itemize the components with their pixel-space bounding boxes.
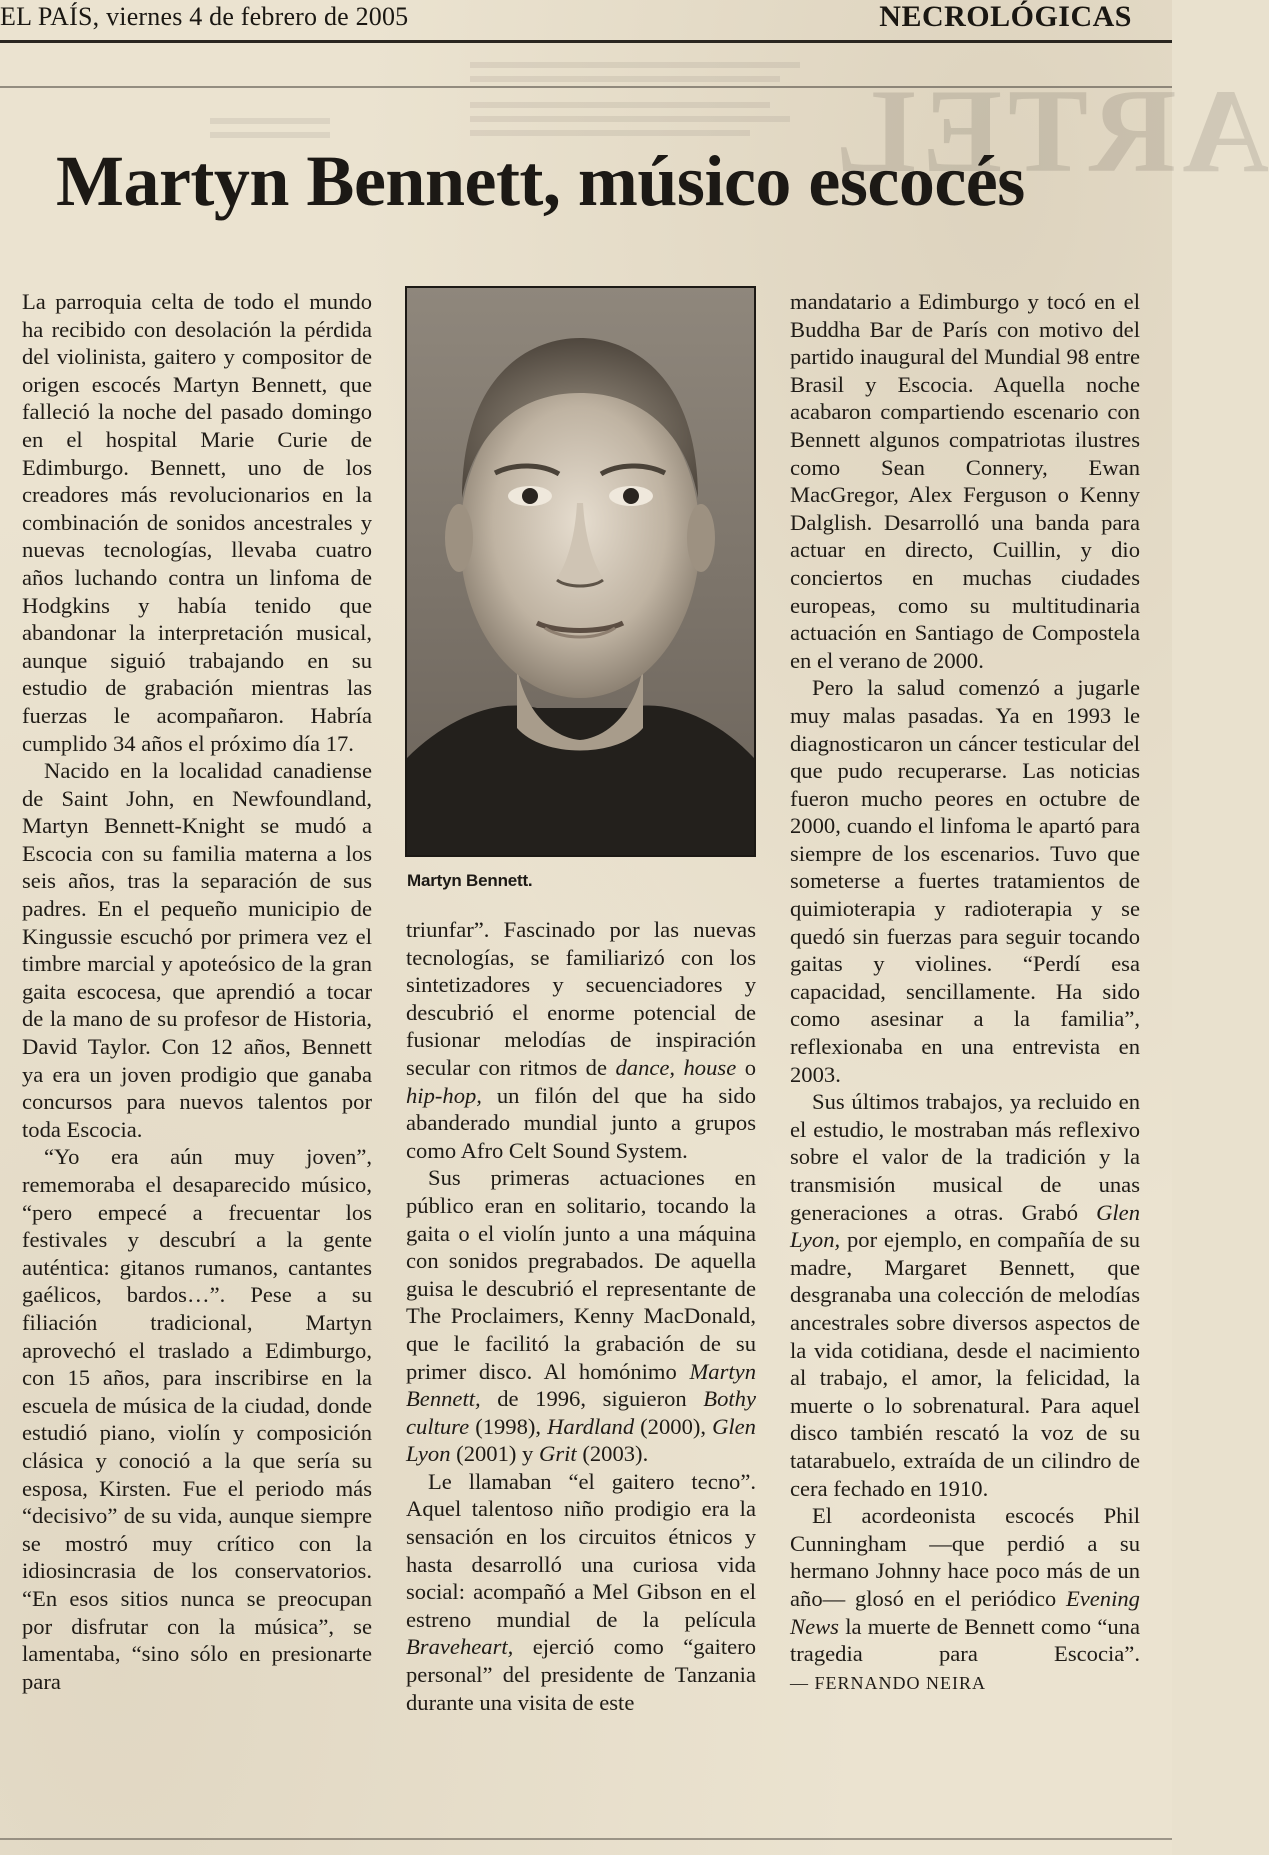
reverse-bleed-line <box>210 118 330 124</box>
newspaper-title: Evening News <box>790 1585 1140 1639</box>
reverse-bleed-line <box>470 130 750 136</box>
text-run: triunfar”. Fascinado por las nuevas tecnologías, se familiarizó con los sintetizadores y secuenciadores y descubrió el enorme potencial de fusionar melodías de inspiración secular con ritmos de <box>406 917 756 1080</box>
paragraph: Pero la salud comenzó a jugarle muy malas pasadas. Ya en 1993 le diagnosticaron un cáncer testicular del que pudo recuperarse. Las noticias fueron mucho peores en octubre de 2000, cuando el linfoma le apartó para siempre de los escenarios. Tuvo que someterse a fuertes tratamientos de quimioterapia y radioterapia y se quedó sin fuerzas para seguir tocando gaitas y violines. “Perdí esa capacidad, sencillamente. Ha sido como asesinar a la familia”, reflexionaba en una entrevista en 2003. <box>790 675 1140 1087</box>
text-run: Sus últimos trabajos, ya recluido en el estudio, le mostraban más reflexivo sobre el valor de la tradición y la transmisión musical de unas generaciones a otras. Grabó <box>790 1089 1140 1225</box>
paragraph <box>406 916 756 1164</box>
text-run: la muerte de Bennett como “una tragedia para Escocia”. <box>790 1613 1140 1667</box>
reverse-bleed-line <box>470 102 770 108</box>
headline: Martyn Bennett, músico escocés <box>56 141 1025 221</box>
portrait-photo <box>405 286 756 857</box>
text-run: de 1996, siguieron <box>497 1386 687 1412</box>
paragraph <box>790 1088 1140 1502</box>
film-title: Braveheart, <box>406 1634 514 1660</box>
paragraph: Nacido en la localidad canadiense de Saint John, en Newfoundland, Martyn Bennett-Knight se mudó a Escocia con su familia materna a los seis años, tras la separación de sus padres. En el pequeño municipio de Kingussie escuchó por primera vez el timbre marcial y apoteósico de la gran gaita escocesa, que aprendió a tocar de la mano de su profesor de Historia, David Taylor. Con 12 años, Bennett ya era un joven prodigio que ganaba concursos para nuevos talentos por toda Escocia. <box>22 758 372 1142</box>
reverse-bleed-line <box>470 116 790 122</box>
paragraph <box>790 1502 1140 1697</box>
publication-dateline: EL PAÍS, viernes 4 de febrero de 2005 <box>0 2 409 31</box>
paragraph <box>406 1468 756 1716</box>
paragraph: La parroquia celta de todo el mundo ha recibido con desolación la pérdida del violinista, gaitero y compositor de origen escocés Martyn Bennett, que falleció la noche del pasado domingo en el hospital Marie Curie de Edimburgo. Bennett, uno de los creadores más revolucionarios en la combinación de sonidos ancestrales y nuevas tecnologías, llevaba cuatro años luchando contra un linfoma de Hodgkins y había tenido que abandonar la interpretación musical, aunque siguió trabajando en su estudio de grabación mientras las fuerzas le acompañaron. Habría cumplido 34 años el próximo día 17. <box>22 289 372 756</box>
album-title: Hardland <box>547 1413 635 1439</box>
photo-caption: Martyn Bennett. <box>407 871 533 890</box>
italic-genre: dance, house <box>615 1054 737 1080</box>
text-run: (1998), <box>475 1413 542 1439</box>
text-run: (2000), <box>640 1413 707 1439</box>
top-rule <box>0 86 1172 88</box>
text-run: Le llamaban “el gaitero tecno”. Aquel talentoso niño prodigio era la sensación en los circuitos étnicos y hasta desarrolló una curiosa vida social: acompañó a Mel Gibson en el estreno mundial de la película <box>406 1468 756 1632</box>
text-run: (2001) y <box>456 1441 534 1467</box>
album-title: Glen Lyon, <box>790 1199 1140 1253</box>
album-title: Grit <box>539 1441 577 1467</box>
album-title: Glen Lyon <box>406 1413 756 1467</box>
text-run: Sus primeras actuaciones en público eran en solitario, tocando la gaita o el violín junto a una máquina con sonidos pregrabados. De aquella guisa le descubrió el representante de The Proclaimers, Kenny MacDonald, que le facilitó la grabación de su primer disco. Al homónimo <box>406 1165 756 1384</box>
text-run: (2003). <box>582 1441 649 1467</box>
reverse-bleed-line <box>470 76 780 82</box>
article-column-1 <box>22 288 372 1695</box>
text-run: por ejemplo, en compañía de su madre, Margaret Bennett, que desgranaba una colección de melodías ancestrales sobre diversos aspectos de la vida cotidiana, desde el nacimiento al trabajo, el amor, la felicidad, la muerte o lo sobrenatural. Para aquel disco también rescató la voz de su tatarabuelo, extraída de un cilindro de cera fechado en 1910. <box>790 1227 1140 1501</box>
page-header <box>0 0 1172 48</box>
paragraph: mandatario a Edimburgo y tocó en el Buddha Bar de París con motivo del partido inaugural del Mundial 98 entre Brasil y Escocia. Aquella noche acabaron compartiendo escenario con Bennett algunos compatriotas ilustres como Sean Connery, Ewan MacGregor, Alex Ferguson o Kenny Dalglish. Desarrolló una banda para actuar en directo, Cuillin, y dio conciertos en muchas ciudades europeas, como su multitudinaria actuación en Santiago de Compostela en el verano de 2000. <box>790 289 1140 673</box>
paragraph <box>406 1164 756 1468</box>
article-column-3 <box>790 288 1140 1697</box>
reverse-bleed-line <box>470 62 800 68</box>
paragraph: “Yo era aún muy joven”, rememoraba el desaparecido músico, “pero empecé a frecuentar los festivales y descubrí a la gente auténtica: gitanos rumanos, cantantes gaélicos, bardos…”. Pese a su filiación tradicional, Martyn aprovechó el traslado a Edimburgo, con 15 años, para inscribirse en la escuela de música de la ciudad, donde estudió piano, violín y composición clásica y conoció a la que sería su esposa, Kirsten. Fue el periodo más “decisivo” de su vida, aunque siempre se mostró muy crítico con la idiosincrasia de los conservatorios. “En esos sitios nunca se preocupan por disfrutar con la música”, se lamentaba, “sino sólo en presionarte para <box>22 1144 372 1694</box>
text-run: ejerció como “gaitero personal” del presidente de Tanzania durante una visita de este <box>406 1634 756 1715</box>
text-run: un filón del que ha sido abanderado mundial junto a grupos como Afro Celt Sound System. <box>406 1082 756 1163</box>
header-rule <box>0 40 1172 43</box>
text-run: El acordeonista escocés Phil Cunningham —que perdió a su hermano Johnny hace poco más de un año— glosó en el periódico <box>790 1503 1140 1611</box>
reverse-side-bleed: ARTEL <box>830 64 1269 197</box>
author-signature: — FERNANDO NEIRA <box>790 1672 986 1693</box>
section-title: NECROLÓGICAS <box>879 0 1132 33</box>
reverse-bleed-line <box>210 132 330 138</box>
portrait-image <box>407 288 754 855</box>
album-title: Bothy culture <box>406 1386 756 1439</box>
bottom-rule <box>0 1838 1172 1840</box>
article-column-2 <box>406 916 756 1716</box>
italic-genre: hip-hop, <box>406 1082 482 1108</box>
album-title: Martyn Bennett, <box>406 1358 756 1412</box>
text-run: o <box>744 1054 756 1080</box>
